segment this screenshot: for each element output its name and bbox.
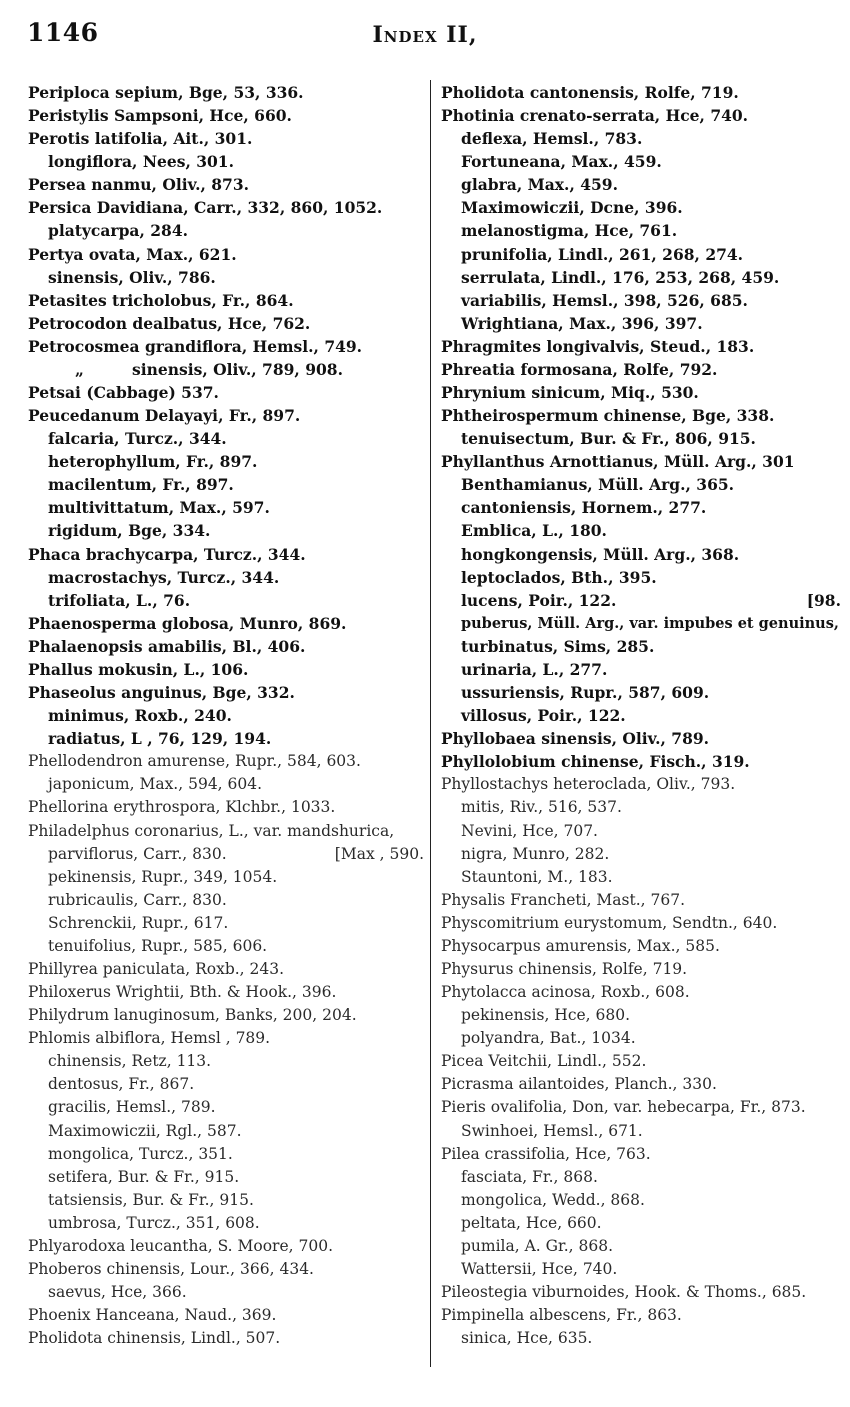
ditto-mark: „ — [75, 359, 84, 379]
index-entry: Petasites tricholobus, Fr., 864. — [28, 290, 294, 310]
continuation-text: [98. — [806, 590, 841, 610]
index-subentry: tenuifolius, Rupr., 585, 606. — [48, 936, 268, 955]
index-entry: Petrocosmea grandiflora, Hemsl., 749. — [28, 336, 363, 356]
index-subentry: tenuisectum, Bur. & Fr., 806, 915. — [461, 429, 756, 449]
index-entry: Periploca sepium, Bge, 53, 336. — [28, 83, 304, 102]
index-subentry: pekinensis, Hce, 680. — [461, 1006, 631, 1025]
index-entry: Phallus mokusin, L., 106. — [28, 659, 249, 679]
index-entry: Peucedanum Delayayi, Fr., 897. — [28, 406, 301, 426]
index-entry: Phoberos chinensis, Lour., 366, 434. — [28, 1259, 314, 1278]
index-subentry: falcaria, Turcz., 344. — [48, 429, 227, 449]
index-entry: Perotis latifolia, Ait., 301. — [28, 129, 253, 149]
index-subentry: cantoniensis, Hornem., 277. — [461, 498, 707, 518]
running-head: Index II, — [372, 22, 478, 48]
index-entry: Phaseolus anguinus, Bge, 332. — [28, 683, 295, 703]
index-subentry: prunifolia, Lindl., 261, 268, 274. — [461, 244, 744, 264]
index-subentry: platycarpa, 284. — [48, 221, 189, 241]
index-subentry: trifoliata, L., 76. — [48, 590, 191, 610]
index-entry: Physocarpus amurensis, Max., 585. — [441, 936, 720, 955]
index-subentry: pumila, A. Gr., 868. — [461, 1236, 614, 1255]
index-entry: Physcomitrium eurystomum, Sendtn., 640. — [441, 913, 778, 932]
index-subentry: hongkongensis, Müll. Arg., 368. — [461, 544, 740, 564]
index-entry: Physurus chinensis, Rolfe, 719. — [441, 959, 688, 978]
column-divider — [430, 80, 431, 1367]
index-subentry: fasciata, Fr., 868. — [461, 1167, 598, 1186]
index-subentry: Maximowiczii, Dcne, 396. — [461, 198, 683, 218]
index-entry: Picrasma ailantoides, Planch., 330. — [441, 1075, 717, 1094]
index-subentry: Wattersii, Hce, 740. — [461, 1259, 618, 1278]
index-subentry: leptoclados, Bth., 395. — [461, 567, 657, 587]
index-entry: Phaenosperma globosa, Munro, 869. — [28, 613, 347, 633]
index-entry: Persea nanmu, Oliv., 873. — [28, 175, 250, 195]
index-subentry: macrostachys, Turcz., 344. — [48, 567, 280, 587]
index-subentry: setifera, Bur. & Fr., 915. — [48, 1167, 240, 1186]
index-entry: Physalis Francheti, Mast., 767. — [441, 890, 686, 909]
index-subentry: Swinhoei, Hemsl., 671. — [461, 1121, 643, 1140]
left-column — [28, 81, 424, 1350]
index-subentry: Maximowiczii, Rgl., 587. — [48, 1121, 242, 1140]
right-column — [441, 81, 841, 1350]
index-subentry: ussuriensis, Rupr., 587, 609. — [461, 683, 710, 703]
index-subentry: Nevini, Hce, 707. — [461, 821, 598, 840]
index-subentry: tatsiensis, Bur. & Fr., 915. — [48, 1190, 254, 1209]
index-subentry — [28, 843, 424, 866]
index-entry: Phlomis albiflora, Hemsl , 789. — [28, 1029, 271, 1048]
index-subentry: urinaria, L., 277. — [461, 659, 608, 679]
index-subentry: japonicum, Max., 594, 604. — [48, 775, 263, 794]
index-subentry: peltata, Hce, 660. — [461, 1213, 602, 1232]
index-entry: Picea Veitchii, Lindl., 552. — [441, 1052, 647, 1071]
index-subentry: saevus, Hce, 366. — [48, 1283, 187, 1302]
index-subentry: nigra, Munro, 282. — [461, 844, 610, 863]
index-entry: Phyllanthus Arnottianus, Müll. Arg., 301 — [441, 452, 795, 472]
index-subentry: multivittatum, Max., 597. — [48, 498, 270, 518]
index-subentry: heterophyllum, Fr., 897. — [48, 452, 258, 472]
index-subentry — [28, 358, 424, 381]
index-subentry: mongolica, Wedd., 868. — [461, 1190, 645, 1209]
index-subentry: dentosus, Fr., 867. — [48, 1075, 195, 1094]
index-subentry: serrulata, Lindl., 176, 253, 268, 459. — [461, 267, 780, 287]
index-subentry: puberus, Müll. Arg., var. impubes et genuinus, — [461, 614, 839, 632]
index-entry: Peristylis Sampsoni, Hce, 660. — [28, 106, 292, 126]
index-entry: Philydrum lanuginosum, Banks, 200, 204. — [28, 1006, 357, 1025]
index-subentry: pekinensis, Rupr., 349, 1054. — [48, 867, 278, 886]
continuation-text: [Max , 590. — [334, 844, 424, 863]
index-subentry: glabra, Max., 459. — [461, 175, 618, 195]
index-entry: Philadelphus coronarius, L., var. mandshurica, — [28, 821, 395, 840]
index-subentry: Stauntoni, M., 183. — [461, 867, 613, 886]
index-subentry: sinica, Hce, 635. — [461, 1329, 593, 1348]
index-entry: Phyllobaea sinensis, Oliv., 789. — [441, 729, 710, 749]
index-entry: Pertya ovata, Max., 621. — [28, 244, 237, 264]
index-entry: Pilea crassifolia, Hce, 763. — [441, 1144, 651, 1163]
index-subentry: mitis, Riv., 516, 537. — [461, 798, 622, 817]
index-entry: Persica Davidiana, Carr., 332, 860, 1052. — [28, 198, 383, 218]
index-entry: Phellodendron amurense, Rupr., 584, 603. — [28, 752, 361, 771]
index-entry: Pholidota cantonensis, Rolfe, 719. — [441, 83, 739, 102]
index-subentry: polyandra, Bat., 1034. — [461, 1029, 636, 1048]
index-subentry: villosus, Poir., 122. — [461, 706, 626, 726]
index-subentry: Emblica, L., 180. — [461, 521, 607, 541]
index-entry: Phrynium sinicum, Miq., 530. — [441, 383, 699, 403]
index-entry: Pholidota chinensis, Lindl., 507. — [28, 1329, 281, 1348]
index-entry: Phalaenopsis amabilis, Bl., 406. — [28, 636, 306, 656]
index-entry: Pieris ovalifolia, Don, var. hebecarpa, Fr., 873. — [441, 1098, 806, 1117]
subentry-text: sinensis, Oliv., 789, 908. — [132, 359, 343, 379]
index-subentry: mongolica, Turcz., 351. — [48, 1144, 233, 1163]
index-subentry: minimus, Roxb., 240. — [48, 706, 232, 726]
page-number: 1146 — [27, 18, 99, 47]
index-entry: Phytolacca acinosa, Roxb., 608. — [441, 983, 690, 1002]
index-entry: Phillyrea paniculata, Roxb., 243. — [28, 959, 285, 978]
index-subentry: melanostigma, Hce, 761. — [461, 221, 678, 241]
index-entry: Petrocodon dealbatus, Hce, 762. — [28, 313, 311, 333]
index-subentry: Wrightiana, Max., 396, 397. — [461, 313, 703, 333]
index-subentry: Schrenckii, Rupr., 617. — [48, 913, 229, 932]
index-subentry: radiatus, L , 76, 129, 194. — [48, 729, 272, 749]
subentry-text: parviflorus, Carr., 830. — [48, 844, 227, 863]
index-entry: Phragmites longivalvis, Steud., 183. — [441, 336, 755, 356]
index-subentry: gracilis, Hemsl., 789. — [48, 1098, 216, 1117]
index-subentry: rigidum, Bge, 334. — [48, 521, 211, 541]
index-entry: Phreatia formosana, Rolfe, 792. — [441, 359, 718, 379]
index-subentry: turbinatus, Sims, 285. — [461, 636, 655, 656]
index-entry: Phaca brachycarpa, Turcz., 344. — [28, 544, 306, 564]
index-entry: Phellorina erythrospora, Klchbr., 1033. — [28, 798, 336, 817]
index-subentry: rubricaulis, Carr., 830. — [48, 890, 227, 909]
index-entry: Phyllostachys heteroclada, Oliv., 793. — [441, 775, 736, 794]
index-entry: Phlyarodoxa leucantha, S. Moore, 700. — [28, 1236, 333, 1255]
index-subentry: variabilis, Hemsl., 398, 526, 685. — [461, 290, 748, 310]
index-subentry: umbrosa, Turcz., 351, 608. — [48, 1213, 260, 1232]
index-entry: Philoxerus Wrightii, Bth. & Hook., 396. — [28, 983, 337, 1002]
index-subentry: sinensis, Oliv., 786. — [48, 267, 216, 287]
subentry-text: lucens, Poir., 122. — [461, 590, 617, 610]
index-subentry: longiflora, Nees, 301. — [48, 152, 234, 172]
index-entry: Phoenix Hanceana, Naud., 369. — [28, 1306, 277, 1325]
index-subentry: deflexa, Hemsl., 783. — [461, 129, 643, 149]
index-subentry: Fortuneana, Max., 459. — [461, 152, 662, 172]
index-entry: Pimpinella albescens, Fr., 863. — [441, 1306, 682, 1325]
index-entry: Pileostegia viburnoides, Hook. & Thoms., 685. — [441, 1283, 807, 1302]
index-subentry: Benthamianus, Müll. Arg., 365. — [461, 475, 735, 495]
index-entry: Phyllolobium chinense, Fisch., 319. — [441, 752, 750, 772]
index-entry: Phtheirospermum chinense, Bge, 338. — [441, 406, 775, 426]
index-entry: Photinia crenato-serrata, Hce, 740. — [441, 106, 749, 126]
index-subentry: chinensis, Retz, 113. — [48, 1052, 212, 1071]
index-subentry — [441, 589, 841, 612]
index-entry: Petsai (Cabbage) 537. — [28, 383, 219, 403]
index-subentry: macilentum, Fr., 897. — [48, 475, 234, 495]
